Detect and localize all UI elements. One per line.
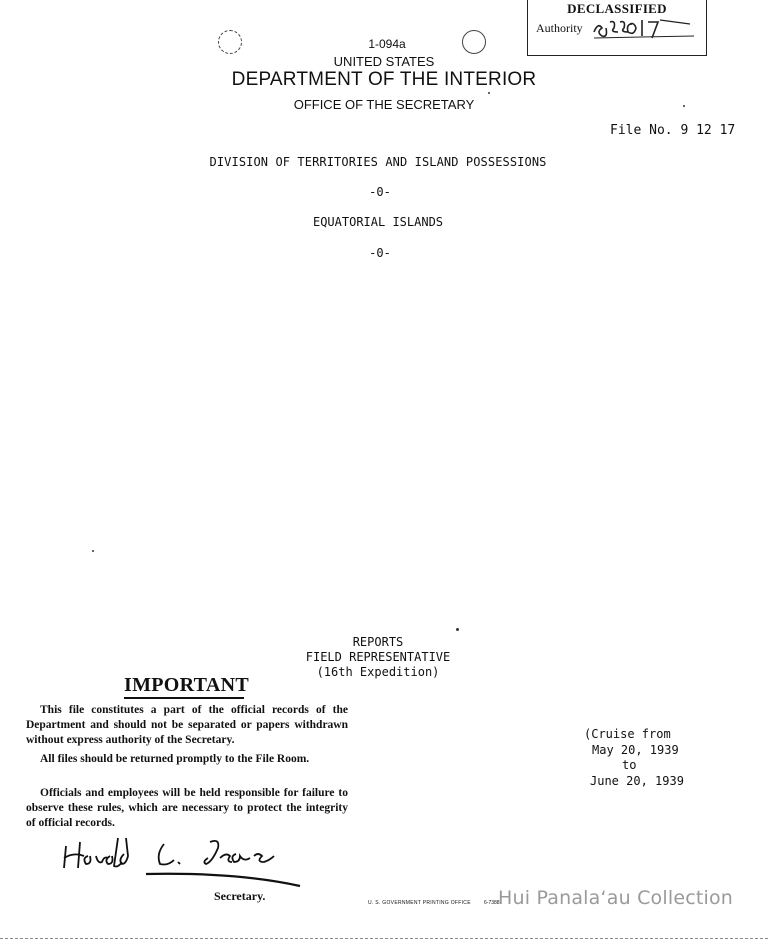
form-number: 1-094a (368, 37, 406, 51)
print-number: 6-7388 (484, 900, 500, 906)
division-title: DIVISION OF TERRITORIES AND ISLAND POSSESSIONS (209, 155, 547, 169)
hole-punch-right (462, 30, 486, 54)
speck (92, 550, 94, 552)
reports-line: (16th Expedition) (316, 665, 440, 679)
reports-line: FIELD REPRESENTATIVE (305, 650, 451, 664)
cruise-line: to (622, 758, 637, 772)
office-heading: OFFICE OF THE SECRETARY (293, 97, 475, 112)
file-number: File No. 9 12 17 (610, 123, 736, 138)
important-heading: IMPORTANT (124, 674, 249, 696)
reports-block (278, 635, 478, 680)
speck (456, 628, 459, 631)
cruise-line: (Cruise from (584, 727, 671, 741)
stamp-authority-handwritten-value (590, 12, 702, 42)
important-paragraph: All files should be returned promptly to the File Room. (40, 753, 310, 765)
hole-punch-left (218, 30, 242, 54)
speck (488, 92, 490, 94)
cruise-dates (584, 727, 684, 789)
collection-watermark: Hui Panala‘au Collection (498, 887, 734, 909)
cruise-start-date: May 20, 1939 (592, 742, 679, 757)
declassified-stamp (527, 0, 707, 56)
separator: -0- (369, 185, 391, 199)
important-paragraph: This file constitutes a part of the official records of the Department and should not be separated or papers withdrawn without express authority of the Secretary. (26, 704, 348, 746)
signer-title: Secretary. (214, 889, 266, 903)
united-states-heading: UNITED STATES (333, 54, 435, 69)
stamp-authority-label: Authority (536, 21, 583, 35)
secretary-signature (60, 832, 310, 892)
printing-office-imprint: U. S. GOVERNMENT PRINTING OFFICE (368, 900, 471, 906)
reports-line: REPORTS (352, 635, 404, 649)
department-heading: DEPARTMENT OF THE INTERIOR (231, 69, 537, 90)
stamp-title: DECLASSIFIED (567, 1, 667, 16)
important-paragraph: Officials and employees will be held responsible for failure to observe these rules, which are necessary to protect the integrity of official records. (26, 787, 348, 829)
page-bottom-edge (0, 938, 768, 941)
cruise-end-date: June 20, 1939 (590, 773, 684, 788)
separator: -0- (369, 246, 391, 260)
subject-title: EQUATORIAL ISLANDS (312, 215, 444, 229)
important-underline (124, 697, 244, 699)
